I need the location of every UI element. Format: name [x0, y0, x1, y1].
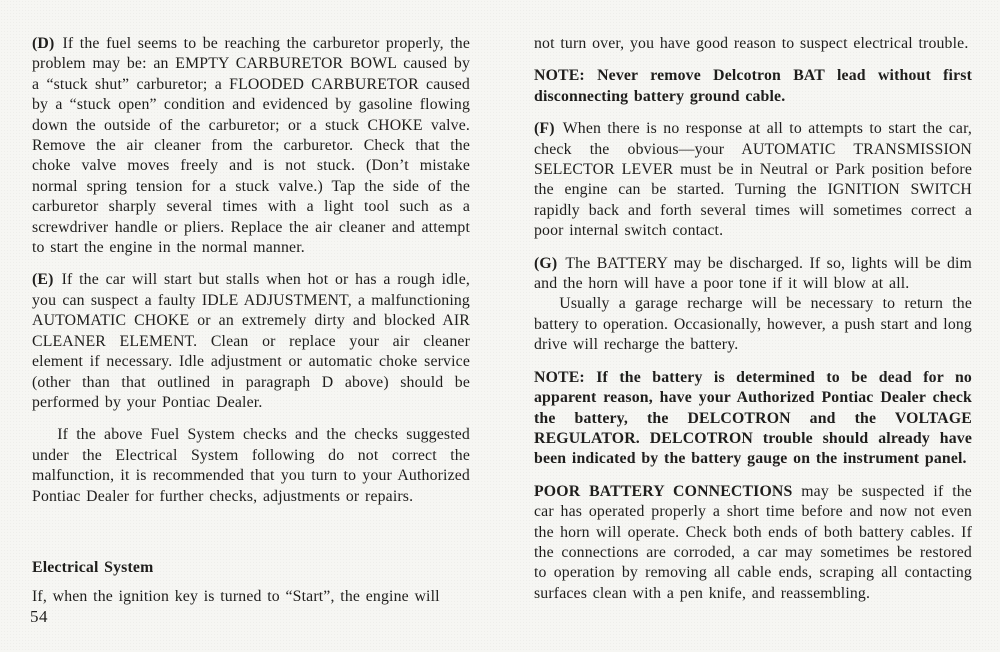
bold-text-segment: POOR BATTERY CONNECTIONS [534, 482, 793, 500]
text-segment: may be suspected if the car has operated properly a short time before and now not even the horn will operate. Check both ends of both battery cables. If the connections are corroded, a car may sometimes be restored to operation by removing all cable ends, scraping all contacting surfaces clean with a pen knife, and reassembling. [534, 482, 972, 602]
bold-text-segment: (G) [534, 254, 558, 272]
paragraph [534, 482, 972, 604]
text-segment: Usually a garage recharge will be necessary to return the battery to operation. Occasionally, however, a push start and long drive will recharge the battery. [534, 295, 972, 354]
text-segment: not turn over, you have good reason to suspect electrical trouble. [534, 35, 969, 52]
paragraph [32, 34, 470, 258]
paragraph [534, 254, 972, 295]
right-column [534, 34, 972, 604]
section-heading [32, 558, 470, 578]
bold-text-segment: (F) [534, 120, 555, 138]
text-segment: If, when the ignition key is turned to “Start”, the engine will [32, 588, 440, 606]
text-segment: When there is no response at all to attempts to start the car, check the obvious—your AUTOMATIC TRANSMISSION SELECTOR LEVER must be in Neutral or Park position before the engine can be started. Turning the IGNITION SWITCH rapidly back and forth several times will sometimes correct a poor internal switch contact. [534, 120, 972, 240]
bold-text-segment: (D) [32, 35, 55, 52]
paragraph [32, 587, 470, 607]
bold-text-segment: NOTE: If the battery is determined to be dead for no apparent reason, have your Authorized Pontiac Dealer check the battery, the DELCOTRON and the VOLTAGE REGULATOR. DELCOTRON trouble should already have been indicated by the battery gauge on the instrument panel. [534, 368, 972, 468]
bold-text-segment: Electrical System [32, 558, 154, 576]
text-segment: If the fuel seems to be reaching the carburetor properly, the problem may be: an EMPTY CARBURETOR BOWL caused by a “stuck shut” carburetor; a FLOODED CARBURETOR caused by a “stuck open” condition and evidenced by gasoline flowing down the outside of the carburetor; or a stuck CHOKE valve. Remove the air cleaner from the carburetor. Check that the choke valve moves freely and is not stuck. (Don’t mistake normal spring tension for a stuck valve.) Tap the side of the carburetor sharply several times with a light tool such as a screwdriver handle or pliers. Replace the air cleaner and attempt to start the engine in the normal manner. [32, 35, 470, 257]
paragraph [32, 425, 470, 507]
text-segment: If the car will start but stalls when hot or has a rough idle, you can suspect a faulty IDLE ADJUSTMENT, a malfunctioning AUTOMATIC CHOKE or an extremely dirty and blocked AIR CLEANER ELEMENT. Clean or replace your air cleaner element if necessary. Idle adjustment or automatic choke service (other than that outlined in paragraph D above) should be performed by your Pontiac Dealer. [32, 271, 470, 411]
text-segment: If the above Fuel System checks and the checks suggested under the Electrical System following do not correct the malfunction, it is recommended that you turn to your Authorized Pontiac Dealer for further checks, adjustments or repairs. [32, 426, 470, 505]
text-segment: The BATTERY may be discharged. If so, lights will be dim and the horn will have a poor tone if it will blow at all. [534, 254, 972, 293]
paragraph [32, 270, 470, 413]
paragraph [534, 368, 972, 470]
left-column [32, 34, 470, 608]
paragraph [534, 34, 972, 54]
paragraph [534, 119, 972, 241]
bold-text-segment: (E) [32, 271, 54, 289]
bold-text-segment: NOTE: Never remove Delcotron BAT lead without first disconnecting battery ground cable. [534, 67, 972, 105]
paragraph [534, 66, 972, 107]
paragraph [534, 294, 972, 355]
page-number: 54 [30, 607, 48, 626]
